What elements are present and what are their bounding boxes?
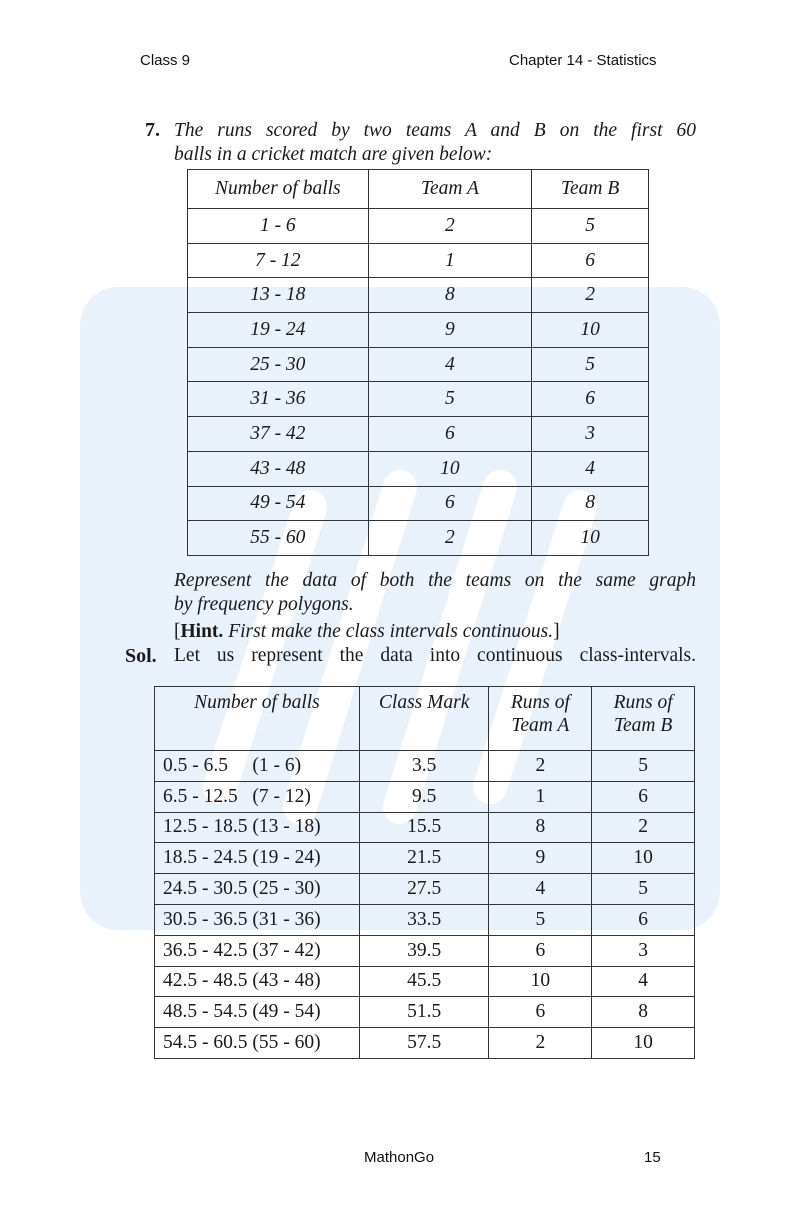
hint bbox=[174, 621, 560, 643]
table-cell: 5 bbox=[368, 382, 532, 417]
table-header-row bbox=[188, 170, 649, 209]
header-line: Number of balls bbox=[194, 692, 320, 713]
table-row bbox=[155, 843, 695, 874]
table-cell: 55 - 60 bbox=[188, 521, 369, 556]
table-header bbox=[592, 687, 695, 751]
table-cell: 6 bbox=[592, 904, 695, 935]
table-cell: 4 bbox=[368, 347, 532, 382]
table-row bbox=[188, 347, 649, 382]
table-cell: 51.5 bbox=[359, 997, 489, 1028]
table-cell: 6 bbox=[532, 382, 649, 417]
table-cell: 39.5 bbox=[359, 935, 489, 966]
table-cell: 48.5 - 54.5 (49 - 54) bbox=[155, 997, 360, 1028]
table-cell: 7 - 12 bbox=[188, 243, 369, 278]
table-cell: 10 bbox=[532, 313, 649, 348]
table-cell: 4 bbox=[489, 874, 592, 905]
table-cell: 6 bbox=[592, 781, 695, 812]
table-cell: 2 bbox=[368, 521, 532, 556]
table-row bbox=[155, 1028, 695, 1059]
table-cell: 3 bbox=[592, 935, 695, 966]
table-cell: 8 bbox=[368, 278, 532, 313]
table-row bbox=[188, 209, 649, 244]
question-text bbox=[174, 119, 696, 167]
table-cell: 24.5 - 30.5 (25 - 30) bbox=[155, 874, 360, 905]
table-cell: 43 - 48 bbox=[188, 451, 369, 486]
table-row bbox=[155, 966, 695, 997]
table-cell: 4 bbox=[532, 451, 649, 486]
table-cell: 10 bbox=[592, 843, 695, 874]
table-cell: 9.5 bbox=[359, 781, 489, 812]
hint-label: Hint. bbox=[180, 621, 224, 642]
table-header bbox=[359, 687, 489, 751]
table-cell: 10 bbox=[532, 521, 649, 556]
table-cell: 6 bbox=[532, 243, 649, 278]
hint-close-bracket: ] bbox=[553, 621, 560, 642]
header-chapter: Chapter 14 - Statistics bbox=[509, 52, 657, 69]
header-line: Runs of bbox=[510, 692, 570, 713]
table-cell: 42.5 - 48.5 (43 - 48) bbox=[155, 966, 360, 997]
table-cell: 30.5 - 36.5 (31 - 36) bbox=[155, 904, 360, 935]
table-cell: 5 bbox=[489, 904, 592, 935]
solution-text: Let us represent the data into continuous class-intervals. bbox=[174, 645, 696, 666]
table-cell: 9 bbox=[368, 313, 532, 348]
table-cell: 5 bbox=[592, 874, 695, 905]
table-cell: 21.5 bbox=[359, 843, 489, 874]
table-row bbox=[155, 935, 695, 966]
table-header-row bbox=[155, 687, 695, 751]
table-cell: 25 - 30 bbox=[188, 347, 369, 382]
table-header bbox=[489, 687, 592, 751]
table-cell: 2 bbox=[489, 751, 592, 782]
represent-line1: Represent the data of both the teams on the same graph bbox=[174, 570, 696, 591]
table-cell: 8 bbox=[532, 486, 649, 521]
table-cell: 8 bbox=[489, 812, 592, 843]
table-cell: 33.5 bbox=[359, 904, 489, 935]
table-cell: 12.5 - 18.5 (13 - 18) bbox=[155, 812, 360, 843]
runs-table bbox=[187, 169, 649, 556]
footer-page-number: 15 bbox=[644, 1149, 661, 1166]
table-cell: 19 - 24 bbox=[188, 313, 369, 348]
table-row bbox=[188, 382, 649, 417]
table-cell: 27.5 bbox=[359, 874, 489, 905]
header-class: Class 9 bbox=[140, 52, 191, 69]
represent-line2: by frequency polygons. bbox=[174, 594, 354, 615]
table-cell: 5 bbox=[532, 347, 649, 382]
table-cell: 10 bbox=[592, 1028, 695, 1059]
table-row bbox=[155, 904, 695, 935]
table-header: Team B bbox=[532, 170, 649, 209]
table-cell: 6.5 - 12.5 (7 - 12) bbox=[155, 781, 360, 812]
table-cell: 6 bbox=[489, 997, 592, 1028]
table-cell: 18.5 - 24.5 (19 - 24) bbox=[155, 843, 360, 874]
table-cell: 6 bbox=[368, 486, 532, 521]
table-row bbox=[188, 243, 649, 278]
table-cell: 9 bbox=[489, 843, 592, 874]
question-number: 7. bbox=[145, 119, 160, 141]
table-row bbox=[155, 781, 695, 812]
footer-brand: MathonGo bbox=[364, 1149, 435, 1166]
table-row bbox=[188, 278, 649, 313]
table-row bbox=[188, 417, 649, 452]
table-cell: 2 bbox=[592, 812, 695, 843]
table-cell: 15.5 bbox=[359, 812, 489, 843]
header-line: Team A bbox=[511, 715, 570, 736]
table-cell: 13 - 18 bbox=[188, 278, 369, 313]
table-cell: 36.5 - 42.5 (37 - 42) bbox=[155, 935, 360, 966]
solution-label: Sol. bbox=[125, 645, 157, 667]
table-cell: 3.5 bbox=[359, 751, 489, 782]
header-line: Runs of bbox=[613, 692, 673, 713]
question-text-line1: The runs scored by two teams A and B on the first 60 bbox=[174, 120, 696, 141]
table-row bbox=[155, 874, 695, 905]
table-row bbox=[188, 486, 649, 521]
table-cell: 3 bbox=[532, 417, 649, 452]
table-header bbox=[155, 687, 360, 751]
continuous-intervals-table bbox=[154, 686, 695, 1059]
table-cell: 54.5 - 60.5 (55 - 60) bbox=[155, 1028, 360, 1059]
table-row bbox=[155, 751, 695, 782]
table-cell: 37 - 42 bbox=[188, 417, 369, 452]
table-cell: 2 bbox=[489, 1028, 592, 1059]
question-text-line2: balls in a cricket match are given below: bbox=[174, 144, 493, 165]
table-cell: 5 bbox=[532, 209, 649, 244]
table-cell: 57.5 bbox=[359, 1028, 489, 1059]
table-cell: 4 bbox=[592, 966, 695, 997]
represent-instruction bbox=[174, 569, 696, 617]
table-cell: 2 bbox=[368, 209, 532, 244]
table-cell: 2 bbox=[532, 278, 649, 313]
table-cell: 6 bbox=[489, 935, 592, 966]
table-header: Team A bbox=[368, 170, 532, 209]
header-line: Team B bbox=[613, 715, 673, 736]
table-cell: 31 - 36 bbox=[188, 382, 369, 417]
table-cell: 8 bbox=[592, 997, 695, 1028]
table-row bbox=[155, 997, 695, 1028]
table-cell: 10 bbox=[489, 966, 592, 997]
table-cell: 1 - 6 bbox=[188, 209, 369, 244]
table-cell: 49 - 54 bbox=[188, 486, 369, 521]
hint-open-bracket: [ bbox=[174, 621, 181, 642]
table-cell: 0.5 - 6.5 (1 - 6) bbox=[155, 751, 360, 782]
table-cell: 1 bbox=[368, 243, 532, 278]
table-header: Number of balls bbox=[188, 170, 369, 209]
table-cell: 10 bbox=[368, 451, 532, 486]
table-cell: 6 bbox=[368, 417, 532, 452]
table-cell: 5 bbox=[592, 751, 695, 782]
hint-text: First make the class intervals continuous. bbox=[223, 621, 554, 642]
table-cell: 45.5 bbox=[359, 966, 489, 997]
table-cell: 1 bbox=[489, 781, 592, 812]
table-row bbox=[188, 313, 649, 348]
table-row bbox=[188, 451, 649, 486]
table-row bbox=[188, 521, 649, 556]
table-row bbox=[155, 812, 695, 843]
header-line: Class Mark bbox=[378, 692, 470, 713]
